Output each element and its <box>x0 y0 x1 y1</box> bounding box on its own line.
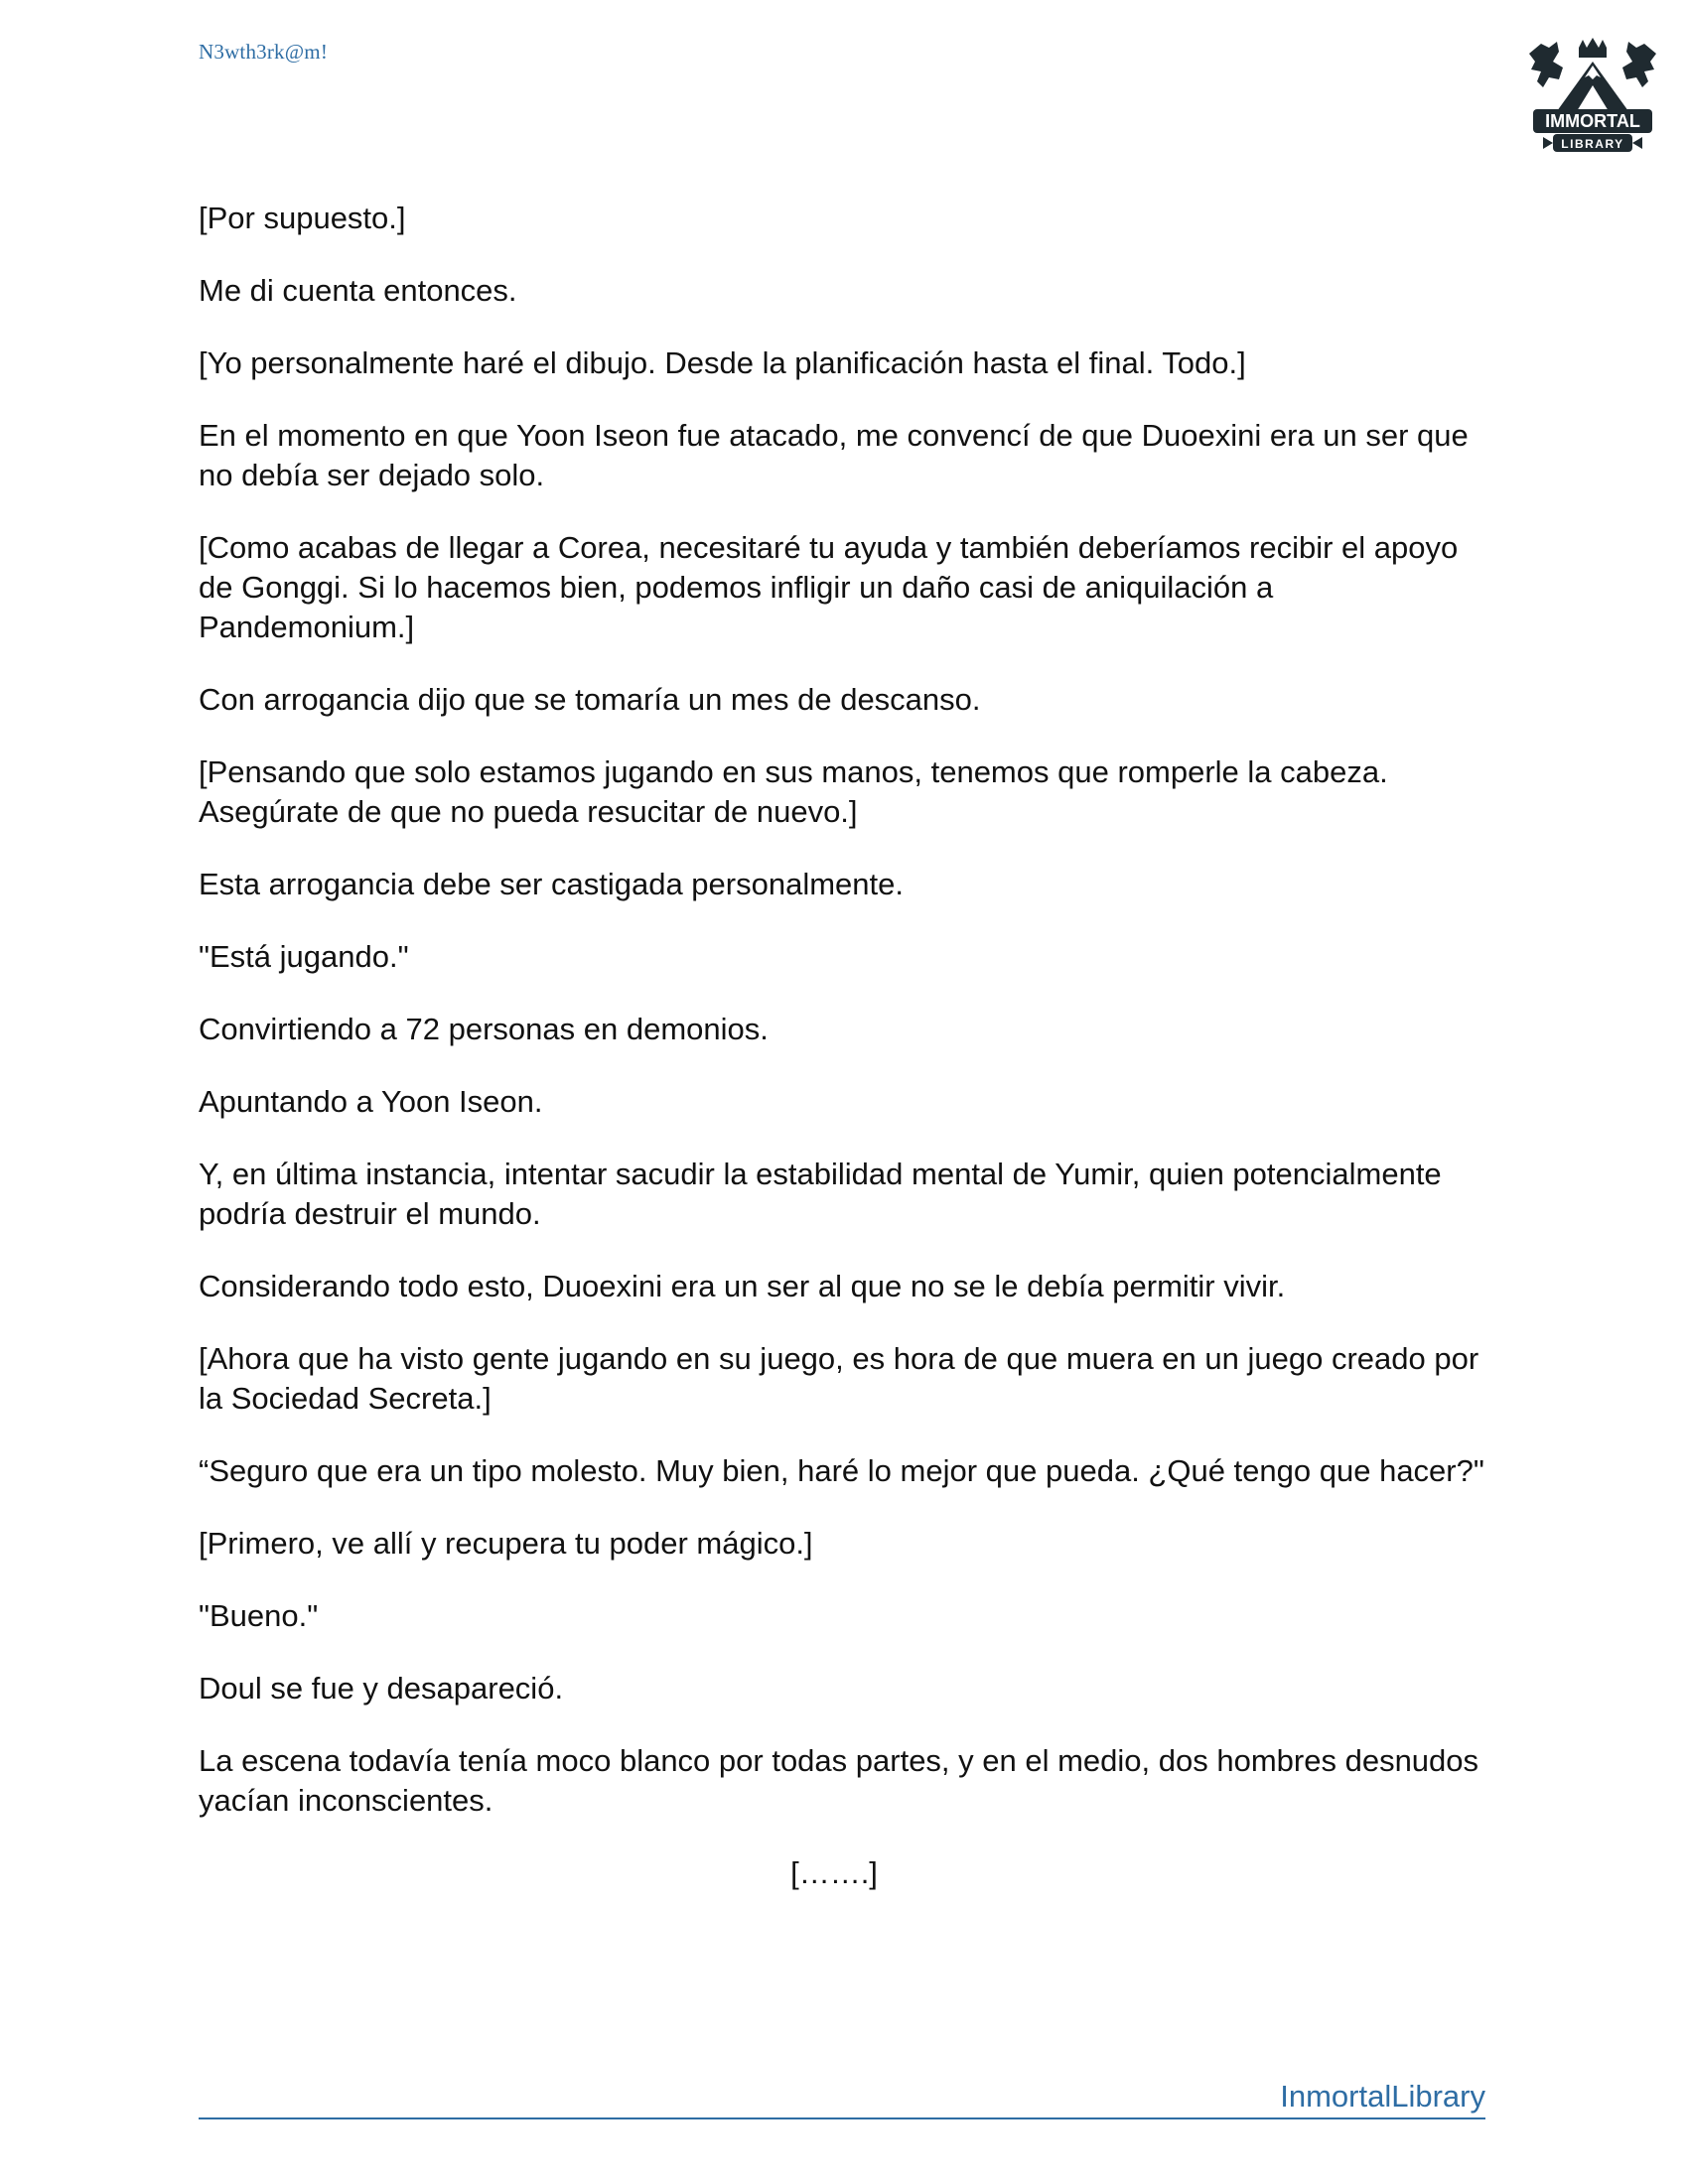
paragraph: Apuntando a Yoon Iseon. <box>199 1084 543 1119</box>
paragraph: "Bueno." <box>199 1598 319 1633</box>
scene-break: […….] <box>790 1855 878 1890</box>
paragraph: [Yo personalmente haré el dibujo. Desde la planificación hasta el final. Todo.] <box>199 345 1246 380</box>
paragraph: "Está jugando." <box>199 939 409 974</box>
paragraph: Convirtiendo a 72 personas en demonios. <box>199 1012 769 1046</box>
paragraph: “Seguro que era un tipo molesto. Muy bien, haré lo mejor que pueda. ¿Qué tengo que hacer?" <box>199 1453 1484 1488</box>
footer-divider <box>199 2117 1485 2119</box>
paragraph: Doul se fue y desapareció. <box>199 1671 564 1706</box>
paragraph: [Primero, ve allí y recupera tu poder mágico.] <box>199 1526 813 1561</box>
paragraph: Esta arrogancia debe ser castigada personalmente. <box>199 867 904 901</box>
document-body <box>199 199 1489 1926</box>
header-watermark-text: N3wth3rk@m! <box>199 40 329 64</box>
paragraph: Con arrogancia dijo que se tomaría un mes de descanso. <box>199 682 981 717</box>
paragraph: [Por supuesto.] <box>199 201 406 235</box>
paragraph: [Pensando que solo estamos jugando en sus manos, tenemos que romperle la cabeza. Asegúrate de que no pueda resucitar de nuevo.] <box>199 754 1388 829</box>
logo-line-2: LIBRARY <box>1561 137 1624 151</box>
paragraph: La escena todavía tenía moco blanco por todas partes, y en el medio, dos hombres desnudos yacían inconscientes. <box>199 1743 1479 1818</box>
paragraph: [Ahora que ha visto gente jugando en su juego, es hora de que muera en un juego creado por la Sociedad Secreta.] <box>199 1341 1479 1416</box>
paragraph: En el momento en que Yoon Iseon fue atacado, me convencí de que Duoexini era un ser que no debía ser dejado solo. <box>199 418 1469 492</box>
paragraph: Considerando todo esto, Duoexini era un ser al que no se le debía permitir vivir. <box>199 1269 1286 1303</box>
paragraph: Me di cuenta entonces. <box>199 273 517 308</box>
logo-line-1: IMMORTAL <box>1545 111 1640 131</box>
paragraph: Y, en última instancia, intentar sacudir la estabilidad mental de Yumir, quien potencialmente podría destruir el mundo. <box>199 1157 1442 1231</box>
immortal-library-logo <box>1519 34 1666 163</box>
paragraph: [Como acabas de llegar a Corea, necesitaré tu ayuda y también deberíamos recibir el apoyo de Gonggi. Si lo hacemos bien, podemos infligir un daño casi de aniquilación a Pandemonium.] <box>199 530 1459 644</box>
footer-library-link[interactable]: InmortalLibrary <box>1280 2079 1485 2114</box>
